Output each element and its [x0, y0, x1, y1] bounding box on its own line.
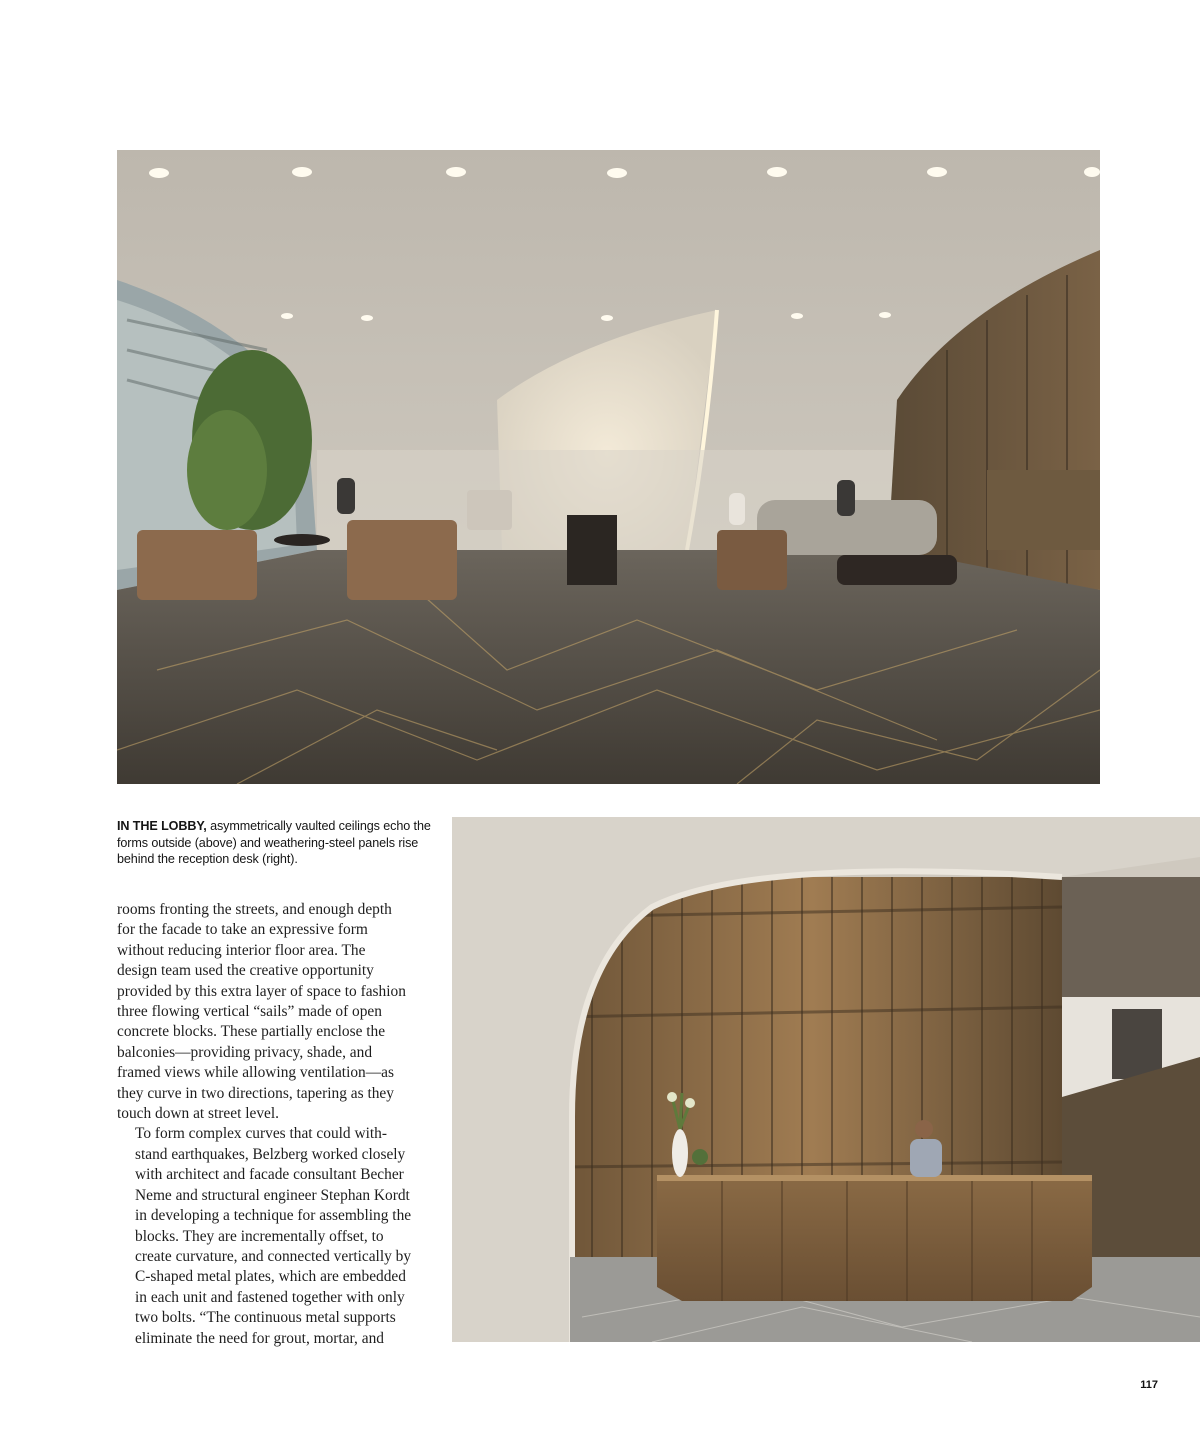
article-line: eliminate the need for grout, mortar, and	[135, 1329, 384, 1347]
lobby-photo	[117, 150, 1100, 784]
article-line: in each unit and fastened together with only	[135, 1288, 405, 1306]
article-line: framed views while allowing ventilation—as	[117, 1064, 394, 1082]
article-line: for the facade to take an expressive form	[117, 921, 368, 939]
article-line: C-shaped metal plates, which are embedded	[135, 1268, 406, 1286]
article-line: provided by this extra layer of space to fashion	[117, 982, 406, 1000]
article-line: blocks. They are incrementally offset, to	[135, 1227, 384, 1245]
article-line: rooms fronting the streets, and enough depth	[117, 901, 392, 918]
lobby-illustration	[117, 150, 1100, 784]
article-line: design team used the creative opportunity	[117, 962, 374, 980]
article-paragraph-2	[117, 1124, 435, 1348]
article-body	[117, 900, 435, 1349]
article-line: two bolts. “The continuous metal supports	[135, 1309, 396, 1327]
page-number: 117	[1140, 1379, 1158, 1391]
article-line: To form complex curves that could with-	[135, 1125, 387, 1143]
article-line: create curvature, and connected vertically by	[135, 1247, 412, 1265]
article-line: Neme and structural engineer Stephan Kordt	[135, 1186, 410, 1204]
article-line: touch down at street level.	[117, 1105, 279, 1123]
caption-text: asymmetrically vaulted ceilings echo the forms outside (above) and weathering-steel panels rise behind the reception desk (right).	[117, 819, 431, 867]
article-line: concrete blocks. These partially enclose the	[117, 1023, 386, 1041]
article-line: they curve in two directions, tapering as they	[117, 1084, 394, 1102]
article-paragraph-1	[117, 900, 435, 1124]
reception-illustration	[452, 817, 1200, 1342]
article-line: three flowing vertical “sails” made of open	[117, 1003, 382, 1021]
article-line: with architect and facade consultant Becher	[135, 1166, 404, 1184]
caption-lead: IN THE LOBBY,	[117, 819, 207, 833]
photo-caption	[117, 818, 437, 868]
article-line: balconies—providing privacy, shade, and	[117, 1043, 373, 1061]
article-line: without reducing interior floor area. The	[117, 941, 366, 959]
article-line: stand earthquakes, Belzberg worked closely	[135, 1145, 406, 1163]
article-line: in developing a technique for assembling the	[135, 1207, 412, 1225]
reception-photo	[452, 817, 1200, 1342]
